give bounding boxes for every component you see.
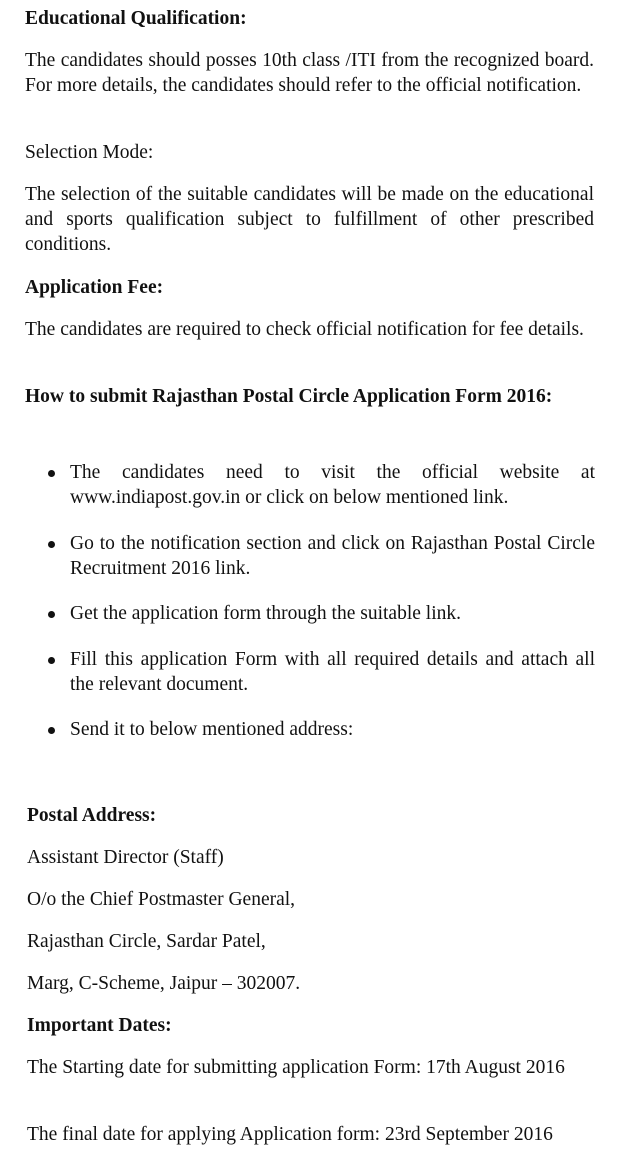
address-line: Marg, C-Scheme, Jaipur – 302007. (27, 973, 301, 994)
educational-qualification-text: The candidates should posses 10th class /ITI from the recognized board. For more details, the candidates should refer to the official notification. (25, 50, 594, 96)
bullet-icon (48, 470, 55, 477)
application-fee-heading: Application Fee: (25, 277, 164, 298)
step-text: Get the application form through the suitable link. (70, 603, 461, 624)
step-text: The candidates need to visit the official website at www.indiapost.gov.in or click on below mentioned link. (70, 462, 595, 508)
list-item (47, 717, 595, 742)
list-item (47, 601, 595, 626)
selection-mode-text: The selection of the suitable candidates will be made on the educational and sports qualification subject to fulfillment of other prescribed conditions. (25, 184, 594, 255)
selection-mode-heading: Selection Mode: (25, 142, 154, 163)
list-item (47, 531, 595, 581)
step-text: Send it to below mentioned address: (70, 719, 354, 740)
educational-qualification-heading: Educational Qualification: (25, 8, 247, 29)
application-fee-text: The candidates are required to check official notification for fee details. (25, 319, 584, 340)
bullet-icon (48, 727, 55, 734)
postal-address-heading: Postal Address: (27, 805, 157, 826)
address-line: O/o the Chief Postmaster General, (27, 889, 296, 910)
list-item (47, 647, 595, 697)
bullet-icon (48, 611, 55, 618)
final-date-text: The final date for applying Application form: 23rd September 2016 (27, 1124, 553, 1145)
how-to-submit-heading: How to submit Rajasthan Postal Circle Application Form 2016: (25, 386, 553, 407)
step-text: Fill this application Form with all required details and attach all the relevant document. (70, 649, 595, 695)
list-item (47, 460, 595, 510)
step-text: Go to the notification section and click on Rajasthan Postal Circle Recruitment 2016 link. (70, 533, 595, 579)
important-dates-heading: Important Dates: (27, 1015, 172, 1036)
bullet-icon (48, 657, 55, 664)
address-line: Assistant Director (Staff) (27, 847, 224, 868)
address-line: Rajasthan Circle, Sardar Patel, (27, 931, 266, 952)
bullet-icon (48, 541, 55, 548)
start-date-text: The Starting date for submitting application Form: 17th August 2016 (27, 1057, 565, 1078)
